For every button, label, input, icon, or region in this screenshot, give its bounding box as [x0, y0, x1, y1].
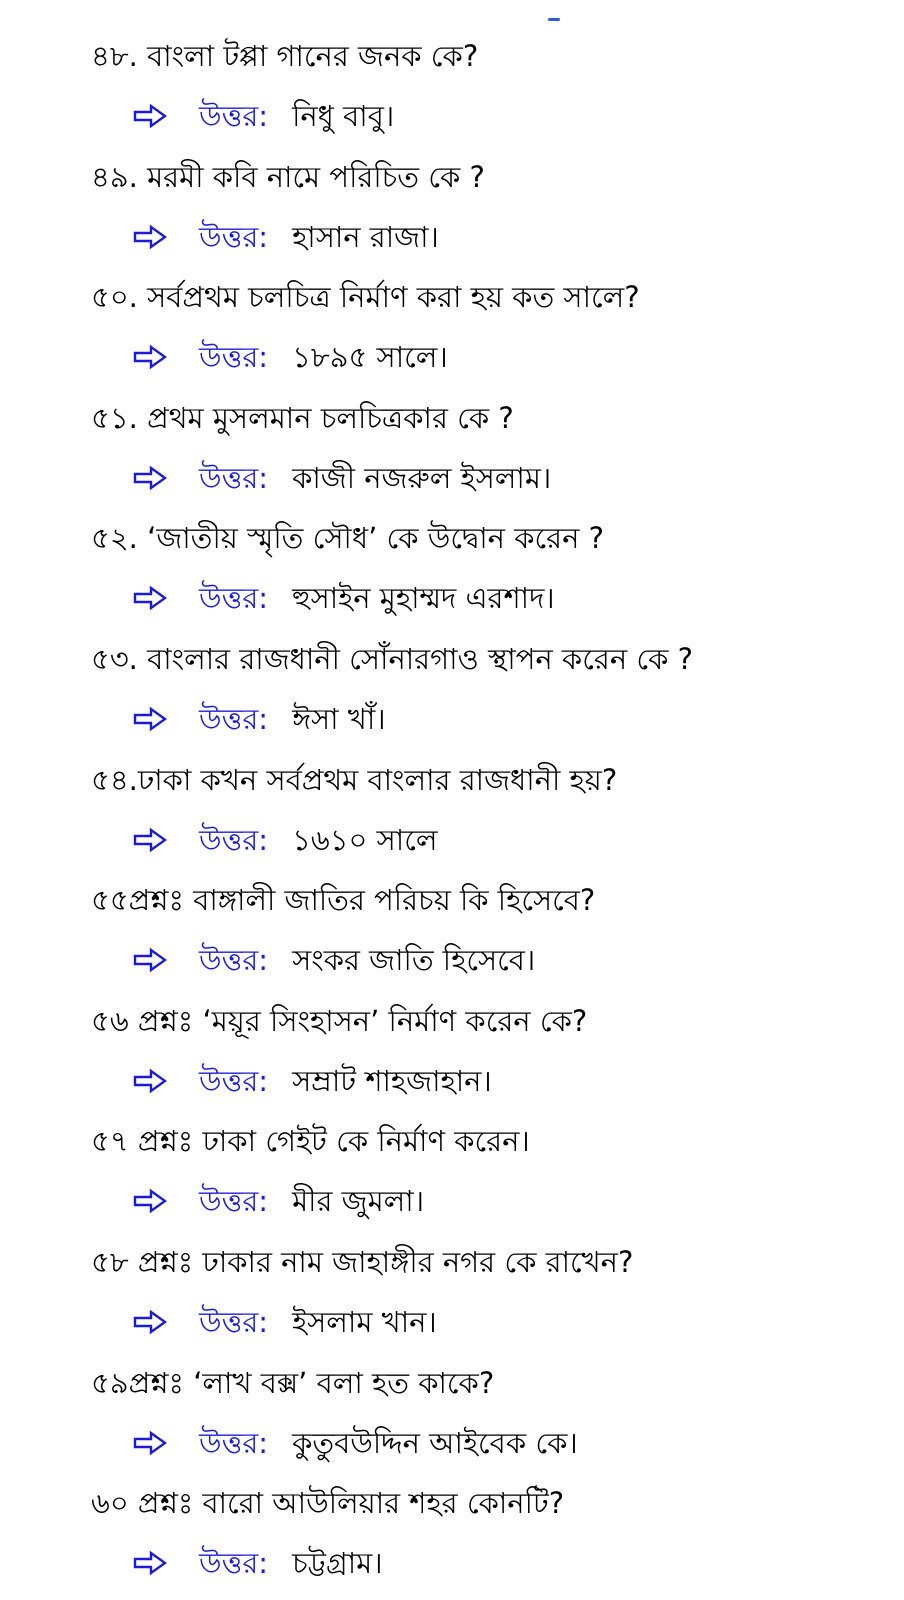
qa-item — [0, 514, 904, 635]
answer-line — [133, 1177, 424, 1225]
answer-text: ১৬১০ সালে — [292, 822, 438, 857]
answer-line — [133, 454, 551, 502]
right-arrow-icon — [133, 1310, 167, 1334]
qa-item — [0, 153, 904, 274]
answer-label: উত্তর: — [199, 1063, 269, 1098]
qa-item — [0, 32, 904, 153]
answer-line — [133, 816, 437, 864]
qa-item — [0, 997, 904, 1118]
question-text: ৫৫প্রশ্নঃ বাঙ্গালী জাতির পরিচয় কি হিসেবে? — [91, 883, 596, 918]
qa-item — [0, 394, 904, 515]
question-text: ৫০. সর্বপ্রথম চলচিত্র নির্মাণ করা হয় কত সালে? — [91, 280, 640, 315]
question-text: ৫৪.ঢাকা কখন সর্বপ্রথম বাংলার রাজধানী হয়? — [91, 762, 618, 797]
qa-item — [0, 1359, 904, 1480]
answer-label: উত্তর: — [199, 943, 269, 978]
answer-line — [133, 333, 448, 381]
answer-line — [133, 695, 386, 743]
answer-label: উত্তর: — [199, 822, 269, 857]
answer-text: কুতুবউদ্দিন আইবেক কে। — [292, 1425, 578, 1460]
answer-line — [133, 936, 535, 984]
answer-label: উত্তর: — [199, 99, 269, 133]
answer-line — [133, 1298, 437, 1346]
answer-label: উত্তর: — [199, 460, 269, 495]
answer-label: উত্তর: — [199, 1304, 269, 1339]
right-arrow-icon — [133, 345, 167, 369]
answer-text: মীর জুমলা। — [292, 1184, 425, 1219]
right-arrow-icon — [133, 586, 167, 610]
qa-item — [0, 635, 904, 756]
right-arrow-icon — [133, 1069, 167, 1093]
qa-item — [0, 1238, 904, 1359]
qa-item — [0, 1117, 904, 1238]
answer-text: চট্টগ্রাম। — [292, 1546, 383, 1581]
qa-item — [0, 1479, 904, 1600]
question-text: ৫৯প্রশ্নঃ ‘লাখ বক্স’ বলা হত কাকে? — [91, 1365, 495, 1400]
answer-line — [133, 574, 555, 622]
question-text: ৬০ প্রশ্নঃ বারো আউলিয়ার শহর কোনটি? — [91, 1486, 565, 1521]
right-arrow-icon — [133, 1551, 167, 1575]
answer-label: উত্তর: — [199, 701, 269, 736]
answer-text: কাজী নজরুল ইসলাম। — [292, 460, 552, 495]
question-text: ৫২. ‘জাতীয় স্মৃতি সৌধ’ কে উদ্বোন করেন ? — [91, 521, 605, 556]
question-text: ৫৬ প্রশ্নঃ ‘ময়ূর সিংহাসন’ নির্মাণ করেন কে? — [91, 1003, 588, 1038]
answer-text: ইসলাম খান। — [292, 1304, 437, 1339]
qa-item — [0, 273, 904, 394]
answer-line — [133, 213, 439, 261]
answer-label: উত্তর: — [199, 219, 269, 254]
answer-label: উত্তর: — [199, 340, 269, 375]
answer-line — [133, 92, 394, 140]
question-text: ৫১. প্রথম মুসলমান চলচিত্রকার কে ? — [91, 400, 514, 435]
question-text: ৫৭ প্রশ্নঃ ঢাকা গেইট কে নির্মাণ করেন। — [91, 1124, 530, 1159]
right-arrow-icon — [133, 948, 167, 972]
right-arrow-icon — [133, 1431, 167, 1455]
answer-line — [133, 1057, 492, 1105]
answer-text: হাসান রাজা। — [292, 219, 439, 254]
answer-label: উত্তর: — [199, 1184, 269, 1219]
qa-item — [0, 756, 904, 877]
answer-label: উত্তর: — [199, 1425, 269, 1460]
qa-item — [0, 876, 904, 997]
right-arrow-icon — [133, 1189, 167, 1213]
question-text: ৪৮. বাংলা টপ্পা গানের জনক কে? — [91, 39, 479, 73]
right-arrow-icon — [133, 828, 167, 852]
answer-text: সংকর জাতি হিসেবে। — [292, 943, 536, 978]
right-arrow-icon — [133, 104, 167, 128]
answer-label: উত্তর: — [199, 581, 269, 616]
answer-text: ঈসা খাঁ। — [292, 701, 386, 736]
answer-text: সম্রাট শাহজাহান। — [292, 1063, 492, 1098]
question-text: ৪৯. মরমী কবি নামে পরিচিত কে ? — [91, 159, 485, 194]
answer-text: হুসাইন মুহাম্মদ এরশাদ। — [292, 581, 555, 616]
right-arrow-icon — [133, 466, 167, 490]
question-text: ৫৮ প্রশ্নঃ ঢাকার নাম জাহাঙ্গীর নগর কে রাখেন? — [91, 1244, 634, 1279]
answer-text: ১৮৯৫ সালে। — [292, 340, 448, 375]
answer-line — [133, 1539, 383, 1587]
answer-label: উত্তর: — [199, 1546, 269, 1581]
right-arrow-icon — [133, 225, 167, 249]
answer-line — [133, 1419, 578, 1467]
answer-text: নিধু বাবু। — [292, 99, 395, 133]
question-text: ৫৩. বাংলার রাজধানী সোঁনারগাও স্থাপন করেন কে ? — [91, 641, 694, 676]
right-arrow-icon — [133, 707, 167, 731]
